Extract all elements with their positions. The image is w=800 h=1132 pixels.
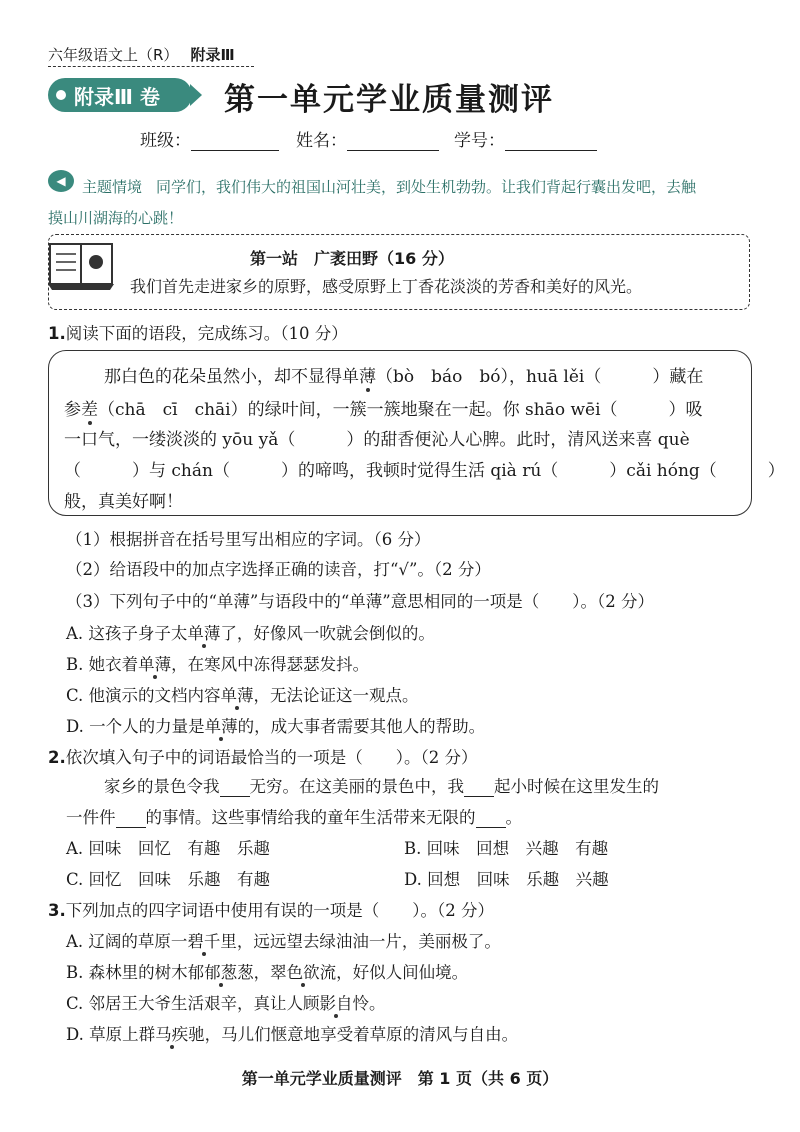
option-text: ，在寒风中冻得瑟瑟发抖。: [171, 655, 370, 674]
page-footer: 第一单元学业质量测评 第 1 页（共 6 页）: [241, 1069, 559, 1088]
q2-sentence-1: [104, 773, 659, 797]
q1-sub-3: （3）下列句子中的“单薄”与语段中的“单薄”意思相同的一项是（ ）。（2 分）: [66, 592, 654, 611]
name-label: 姓名：: [296, 131, 347, 151]
option-text: ，远远望去绿油油一片，美丽极了。: [236, 932, 501, 951]
q1-option-a[interactable]: [66, 620, 435, 644]
q1-option-c[interactable]: [66, 682, 419, 706]
dotted-word: 一碧千里: [170, 932, 237, 951]
option-text: A. 这孩子身子太: [66, 624, 188, 643]
fill-blank[interactable]: [116, 811, 146, 828]
passage-line-4: （ ）与 chán（ ）的啼鸣，我顿时觉得生活 qià rú（ ）cǎi hóng（ ）: [64, 461, 785, 481]
book-icon: [46, 240, 116, 292]
dotted-char: 差: [81, 400, 98, 420]
option-text: 的，成大事者需要其他人的帮助。: [237, 717, 486, 736]
option-text: B. 森林里的树木: [66, 963, 188, 982]
banner-arrow-icon: [190, 84, 202, 106]
class-label: 班级：: [140, 131, 191, 151]
fill-blank[interactable]: [476, 811, 506, 828]
q2-option-c[interactable]: C. 回忆 回味 乐趣 有趣: [66, 870, 271, 889]
question-text: 下列加点的四字词语中使用有误的一项是（ ）。（2 分）: [65, 901, 494, 920]
question-text: 阅读下面的语段，完成练习。（10 分）: [65, 324, 348, 343]
name-blank[interactable]: [347, 132, 439, 151]
header-divider: [48, 66, 254, 67]
passage-text: 参: [64, 400, 81, 420]
class-field: [140, 126, 279, 151]
question-text: 依次填入句子中的词语最恰当的一项是（ ）。（2 分）: [65, 748, 478, 767]
station-description: 我们首先走进家乡的原野，感受原野上丁香花淡淡的芳香和美好的风光。: [130, 277, 643, 296]
fill-blank[interactable]: [220, 780, 250, 797]
option-text: C. 邻居王大爷生活艰辛，真让人: [66, 994, 304, 1013]
q3-option-d[interactable]: [66, 1021, 518, 1045]
theme-text-line1: 同学们，我们伟大的祖国山河壮美，到处生机勃勃。让我们背起行囊出发吧，去触: [156, 178, 697, 196]
passage-text: 那白色的花朵虽然小，却不显得单: [104, 367, 359, 387]
id-blank[interactable]: [505, 132, 597, 151]
theme-text-cont: 摸山川湖海的心跳！: [48, 209, 184, 227]
question-2-stem: [48, 744, 478, 768]
q1-sub-1: （1）根据拼音在括号里写出相应的字词。（6 分）: [66, 530, 431, 549]
option-text: ，马儿们惬意地享受着草原的清风与自由。: [204, 1025, 519, 1044]
question-1-stem: [48, 320, 348, 344]
passage-line-2: [64, 395, 703, 420]
q3-option-b[interactable]: [66, 959, 468, 983]
dotted-word: 单薄: [187, 624, 221, 643]
option-text: D. 草原上: [66, 1025, 139, 1044]
q2-option-a[interactable]: A. 回味 回忆 有趣 乐趣: [66, 839, 270, 858]
theme-label: 主题情境: [82, 178, 143, 196]
q3-option-c[interactable]: [66, 990, 386, 1014]
dotted-word: 群马疾驰: [138, 1025, 205, 1044]
passage-line-1: [104, 362, 703, 387]
q1-option-d[interactable]: [66, 713, 485, 737]
question-number: 1.: [48, 324, 66, 343]
grade-label: 六年级语文上（R）: [48, 46, 179, 64]
sentence-text: 一件件: [66, 808, 116, 827]
sentence-text: 的事情。这些事情给我的童年生活带来无限的: [145, 808, 476, 827]
q2-option-d[interactable]: D. 回想 回味 乐趣 兴趣: [404, 870, 609, 889]
option-text: ，无法论证这一观点。: [253, 686, 419, 705]
dotted-char: 薄: [359, 367, 376, 387]
option-text: A. 辽阔的草原: [66, 932, 171, 951]
sentence-text: 家乡的景色令我: [104, 777, 220, 796]
appendix-label: 附录Ⅲ: [190, 46, 235, 64]
sentence-text: 。: [505, 808, 522, 827]
dotted-word: 单薄: [138, 655, 172, 674]
q2-sentence-2: [66, 804, 522, 828]
id-label: 学号：: [454, 131, 505, 151]
q1-sub-2: （2）给语段中的加点字选择正确的读音，打“√”。（2 分）: [66, 560, 491, 579]
dotted-word: 翠色欲流: [270, 963, 337, 982]
passage-line-3: 一口气，一缕淡淡的 yōu yǎ（ ）的甜香便沁人心脾。此时，清风送来喜 què: [64, 430, 690, 450]
question-number: 2.: [48, 748, 66, 767]
q2-option-b[interactable]: B. 回味 回想 兴趣 有趣: [404, 839, 609, 858]
sentence-text: 无穷。在这美丽的景色中，我: [249, 777, 464, 796]
option-text: 了，好像风一吹就会倒似的。: [220, 624, 435, 643]
option-text: ，好似人间仙境。: [336, 963, 469, 982]
option-text: D. 一个人的力量是: [66, 717, 205, 736]
dotted-word: 单薄: [220, 686, 254, 705]
id-field: [454, 126, 597, 151]
passage-line-5: 般，真美好啊！: [64, 492, 183, 512]
sentence-text: 起小时候在这里发生的: [494, 777, 659, 796]
name-field: [296, 126, 439, 151]
banner-dot-icon: [56, 90, 66, 100]
class-blank[interactable]: [191, 132, 279, 151]
question-3-stem: [48, 897, 494, 921]
dotted-word: 单薄: [204, 717, 238, 736]
q1-option-b[interactable]: [66, 651, 369, 675]
dotted-word: 顾影自怜: [303, 994, 370, 1013]
banner-label: 附录Ⅲ 卷: [74, 84, 160, 109]
station-title: 第一站 广袤田野（16 分）: [250, 249, 454, 268]
option-text: ，: [253, 963, 271, 982]
passage-text: （chā cī chāi）的绿叶间，一簇一簇地聚在一起。你 shāo wēi（ ）吸: [98, 400, 703, 420]
theme-context: [82, 172, 782, 203]
option-text: C. 他演示的文档内容: [66, 686, 221, 705]
megaphone-icon: ◀: [48, 170, 74, 192]
page-header: [48, 44, 235, 65]
option-text: B. 她衣着: [66, 655, 139, 674]
appendix-banner: [48, 78, 192, 112]
option-text: 。: [369, 994, 386, 1013]
passage-text: （bò báo bó），huā lěi（ ）藏在: [376, 367, 704, 387]
page-title: 第一单元学业质量测评: [224, 82, 554, 118]
q3-option-a[interactable]: [66, 928, 501, 952]
question-number: 3.: [48, 901, 66, 920]
fill-blank[interactable]: [464, 780, 494, 797]
dotted-word: 郁郁葱葱: [187, 963, 254, 982]
